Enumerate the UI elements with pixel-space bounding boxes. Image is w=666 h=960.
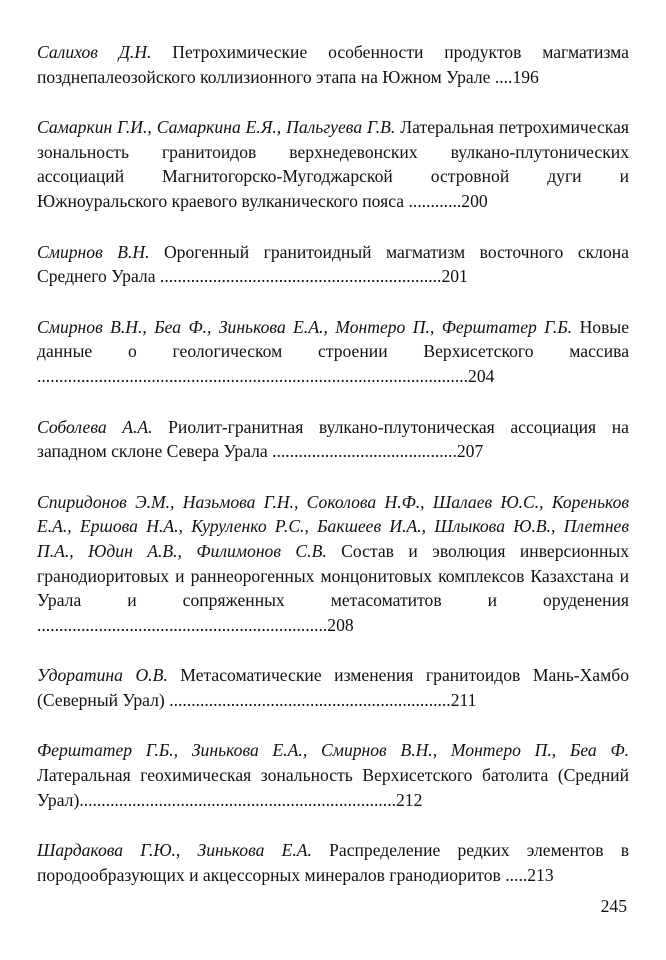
entry-page-number: 213 [527,864,554,885]
entry-leader-dots: .................................................................. [37,614,328,635]
toc-entry [37,838,629,887]
entry-authors: Ферштатер Г.Б., Зинькова Е.А., Смирнов В.Н., Монтеро П., Беа Ф. [37,740,629,761]
entry-authors: Удоратина О.В. [37,665,168,686]
entry-title: Петрохимические особенности продуктов магматизма позднепалеозойского коллизионного этапа на Южном Урале [37,42,629,87]
entry-page-number: 204 [468,365,495,386]
entry-title: Метасоматические изменения гранитоидов Мань-Хамбо (Северный Урал) [37,665,629,710]
toc-entry [37,315,629,389]
entry-title: Новые данные о геологическом строении Верхисетского массива [37,316,630,362]
entry-authors: Шардакова Г.Ю., Зинькова Е.А. [37,840,312,861]
page-number: 245 [600,896,627,916]
entry-title: Латеральная петрохимическая зональность гранитоидов верхнедевонских вулкано-плутонических ассоциаций Магнитогорско-Мугоджарской островной дуги и Южноуральского краевого вулканического пояса [37,117,629,211]
entry-title: Орогенный гранитоидный магматизм восточного склона Среднего Урала [37,241,629,287]
entry-title: Состав и эволюция инверсионных гранодиоритовых и раннеорогенных монцонитовых комплексов Казахстана и Урала и сопряженных метасоматитов и оруденения [37,540,629,611]
entry-leader-dots: .... [490,66,513,87]
entry-leader-dots: .................................................................................................. [37,365,469,386]
entry-page-number: 196 [512,66,539,87]
toc-entry [37,663,629,712]
entry-leader-dots: ................................................................ [164,689,451,710]
toc-entry [37,738,629,812]
table-of-contents [37,40,629,913]
entry-page-number: 207 [456,441,484,462]
toc-entry [37,240,629,289]
entry-leader-dots: ................................................................ [155,266,442,287]
toc-entry [37,490,629,638]
entry-authors: Смирнов В.Н. [37,241,150,262]
entry-title: Латеральная геохимическая зональность Верхисетского батолита (Средний Урал) [37,765,629,810]
entry-authors: Самаркин Г.И., Самаркина Е.Я., Пальгуева Г.В. [37,117,396,138]
entry-page-number: 201 [441,266,468,287]
entry-leader-dots: .......................................... [267,441,457,462]
entry-title: Распределение редких элементов в породообразующих и акцессорных минералов гранодиоритов [37,840,629,885]
entry-page-number: 200 [461,190,488,211]
toc-entry [37,415,629,464]
entry-authors: Смирнов В.Н., Беа Ф., Зинькова Е.А., Монтеро П., Ферштатер Г.Б. [37,316,573,337]
entry-authors: Салихов Д.Н. [37,42,152,62]
entry-title: Риолит-гранитная вулкано-плутоническая ассоциация на западном склоне Севера Урала [37,416,629,462]
entry-page-number: 208 [327,614,354,635]
entry-page-number: 212 [396,789,423,810]
toc-entry [37,115,629,213]
entry-leader-dots: ..... [500,864,528,885]
entry-leader-dots: ............ [404,190,462,211]
entry-authors: Соболева А.А. [37,416,153,437]
toc-entry [37,40,629,89]
entry-page-number: 211 [450,689,477,710]
entry-leader-dots: ........................................................................ [79,789,396,810]
entry-authors: Спиридонов Э.М., Назьмова Г.Н., Соколова Н.Ф., Шалаев Ю.С., Кореньков Е.А., Ершова Н.А., Куруленко Р.С., Бакшеев И.А., Шлыкова Ю.В., Плетнев П.А., Юдин А.В., Филимонов С.В. [37,491,629,561]
